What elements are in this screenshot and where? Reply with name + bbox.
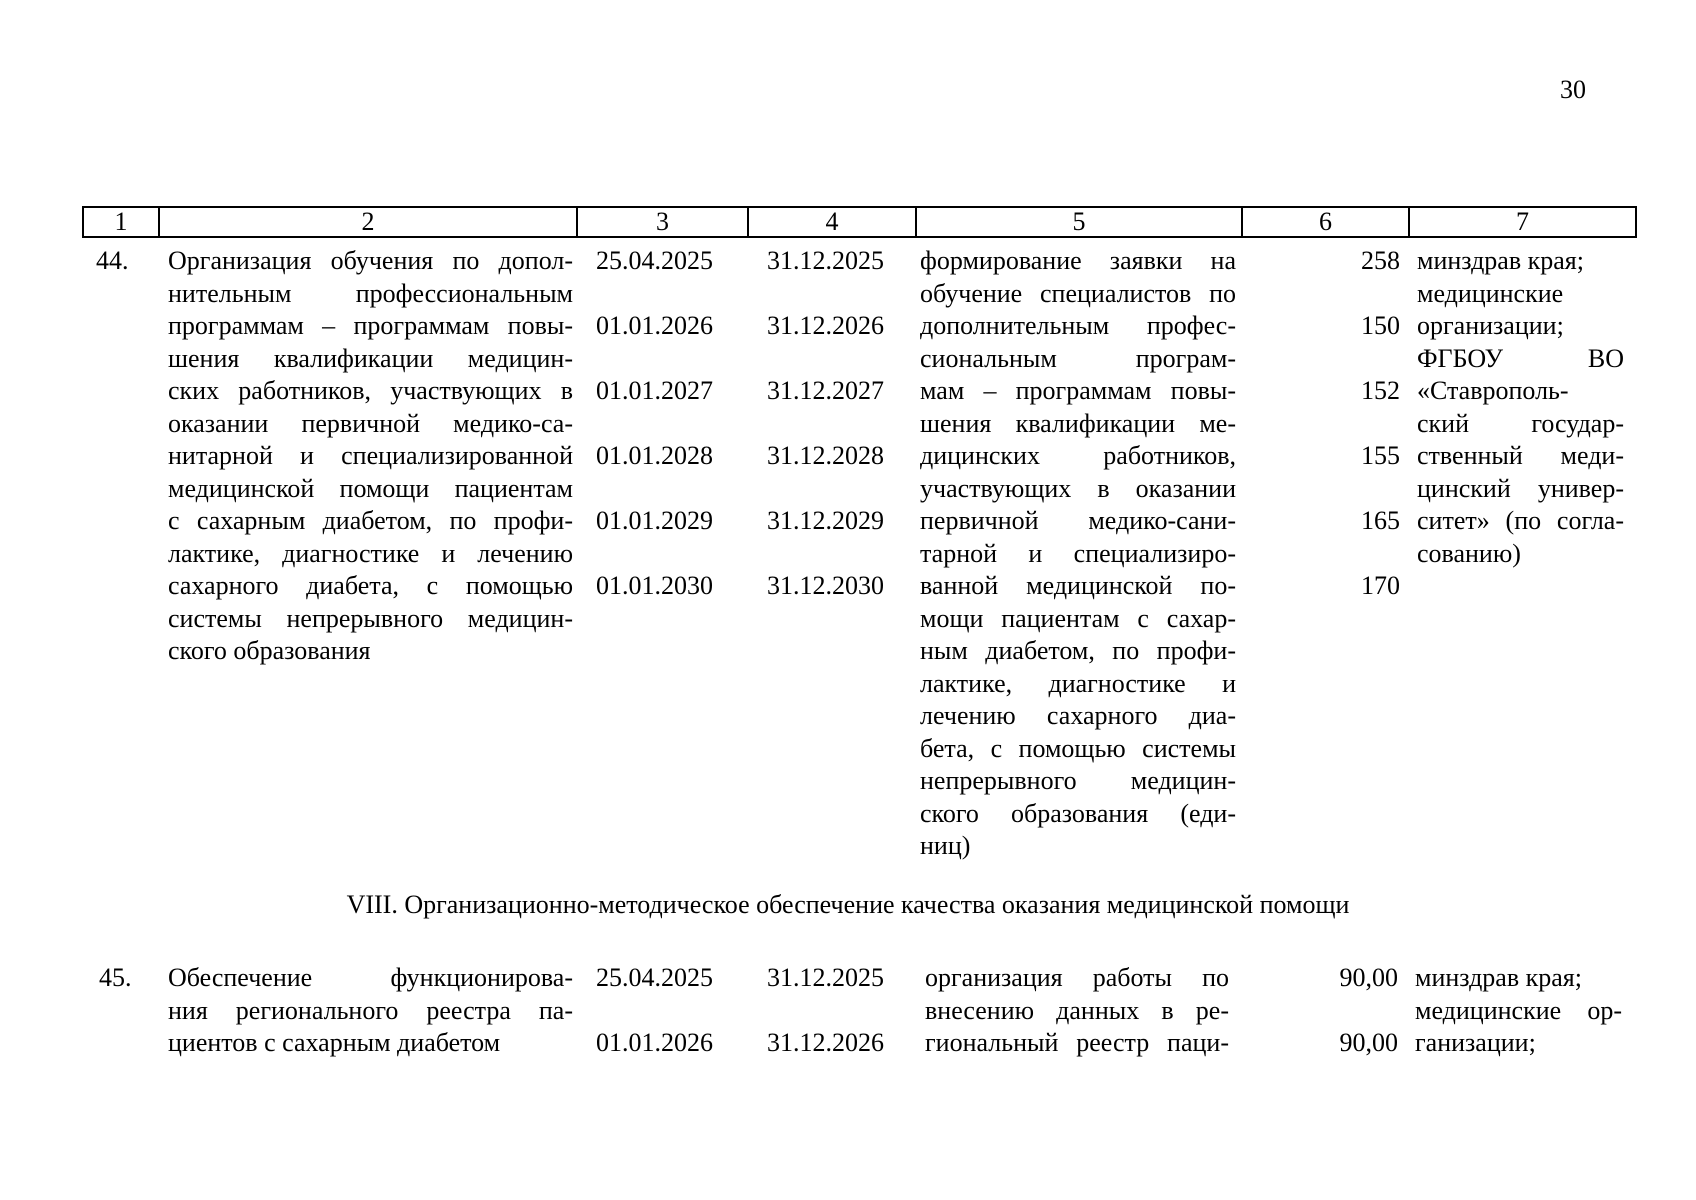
- row-number: 45.: [99, 963, 132, 992]
- indicator-values: 258 150 152 155 165 170: [1361, 246, 1400, 600]
- column-header-5: 5: [916, 207, 1242, 237]
- indicator-description: формирование заявки на обучение специалистов по дополнительным профес- сиональным програм- мам – программам повы- шения квалификации ме- дицинских работников, участвующих в оказании первичной медико-сани- тарной и специализиро- ванной медицинской по- мощи пациентам с сахар- ным диабетом, по профи- лактике, диагностике и лечению сахарного диа- бета, с помощью системы непрерывного медицин- ского образования (еди- ниц): [920, 246, 1236, 860]
- section-title: VIII. Организационно-методическое обеспечение качества оказания медицинской помощи: [346, 890, 1350, 919]
- end-dates: 31.12.2025 31.12.2026: [767, 963, 884, 1057]
- column-header-7: 7: [1409, 207, 1636, 237]
- column-header-6: 6: [1242, 207, 1409, 237]
- column-header-2: 2: [159, 207, 577, 237]
- start-dates: 25.04.2025 01.01.2026 01.01.2027 01.01.2028 01.01.2029 01.01.2030: [596, 246, 713, 600]
- indicator-values: 90,00 90,00: [1339, 963, 1398, 1057]
- page-number: 30: [1560, 75, 1586, 104]
- responsible-executors: минздрав края; медицинские организации; ФГБОУ ВО «Ставрополь- ский государ- ственный меди- цинский универ- ситет» (по согла- сованию): [1417, 246, 1624, 568]
- responsible-executors: минздрав края; медицинские ор- ганизации;: [1415, 963, 1622, 1057]
- measure-description: Организация обучения по допол- нительным профессиональным программам – программам повы- шения квалификации медицин- ских работников, участвующих в оказании первичной медико-са- нитарной и специализированной медицинской помощи пациентам с сахарным диабетом, по профи- лактике, диагностике и лечению сахарного диабета, с помощью системы непрерывного медицин- ского образования: [168, 246, 573, 665]
- column-header-1: 1: [83, 207, 159, 237]
- measure-description: Обеспечение функционирова- ния регионального реестра па- циентов с сахарным диабетом: [168, 963, 573, 1057]
- row-number: 44.: [96, 246, 129, 275]
- indicator-description: организация работы по внесению данных в ре- гиональный реестр паци-: [925, 963, 1229, 1057]
- column-header-row: [82, 206, 1637, 238]
- column-header-3: 3: [577, 207, 748, 237]
- start-dates: 25.04.2025 01.01.2026: [596, 963, 713, 1057]
- end-dates: 31.12.2025 31.12.2026 31.12.2027 31.12.2028 31.12.2029 31.12.2030: [767, 246, 884, 600]
- column-header-4: 4: [748, 207, 916, 237]
